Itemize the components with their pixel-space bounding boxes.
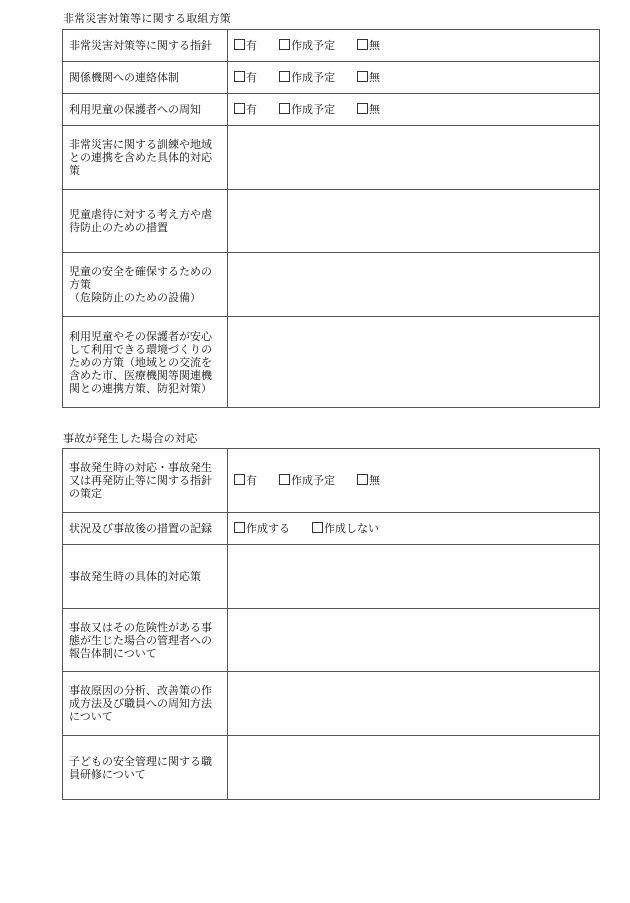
options-cell <box>228 62 600 94</box>
row-label: 児童の安全を確保するための 方策 （危険防止のための設備） <box>63 253 228 317</box>
answer-field[interactable] <box>228 609 600 672</box>
checkbox-icon[interactable] <box>357 474 368 485</box>
checkbox-option[interactable]: 有 <box>234 39 257 52</box>
table-row <box>63 513 600 545</box>
options-cell <box>228 30 600 62</box>
table-row <box>63 253 600 317</box>
checkbox-icon[interactable] <box>234 103 245 114</box>
accident-response-table <box>62 448 600 800</box>
checkbox-option[interactable]: 有 <box>234 474 257 487</box>
options-cell <box>228 513 600 545</box>
table-row <box>63 30 600 62</box>
checkbox-icon[interactable] <box>357 103 368 114</box>
table-row <box>63 672 600 736</box>
row-label: 事故又はその危険性がある事 態が生じた場合の管理者への 報告体制について <box>63 609 228 672</box>
checkbox-icon[interactable] <box>357 71 368 82</box>
table-row <box>63 609 600 672</box>
checkbox-icon[interactable] <box>312 522 323 533</box>
section-title-accident: 事故が発生した場合の対応 <box>63 432 198 445</box>
options-cell <box>228 94 600 126</box>
table-row <box>63 449 600 513</box>
table-row <box>63 62 600 94</box>
answer-field[interactable] <box>228 672 600 736</box>
checkbox-option[interactable]: 作成予定 <box>279 103 335 116</box>
checkbox-option[interactable]: 無 <box>357 39 380 52</box>
row-label: 子どもの安全管理に関する職 員研修について <box>63 736 228 800</box>
checkbox-option[interactable]: 作成予定 <box>279 71 335 84</box>
checkbox-icon[interactable] <box>357 39 368 50</box>
checkbox-icon[interactable] <box>279 103 290 114</box>
disaster-measures-table <box>62 29 600 408</box>
checkbox-option[interactable]: 有 <box>234 71 257 84</box>
table-row <box>63 317 600 408</box>
answer-field[interactable] <box>228 253 600 317</box>
row-label: 非常災害に関する訓練や地域 との連携を含めた具体的対応 策 <box>63 126 228 190</box>
checkbox-option[interactable]: 作成しない <box>312 522 379 535</box>
row-label: 関係機関への連絡体制 <box>63 62 228 94</box>
row-label: 児童虐待に対する考え方や虐 待防止のための措置 <box>63 190 228 253</box>
checkbox-icon[interactable] <box>234 71 245 82</box>
table-row <box>63 94 600 126</box>
answer-field[interactable] <box>228 736 600 800</box>
checkbox-icon[interactable] <box>279 71 290 82</box>
section-title-disaster: 非常災害対策等に関する取組方策 <box>63 12 231 25</box>
checkbox-option[interactable]: 無 <box>357 103 380 116</box>
checkbox-option[interactable]: 無 <box>357 71 380 84</box>
row-label: 状況及び事故後の措置の記録 <box>63 513 228 545</box>
checkbox-option[interactable]: 作成する <box>234 522 290 535</box>
checkbox-option[interactable]: 無 <box>357 474 380 487</box>
checkbox-option[interactable]: 作成予定 <box>279 39 335 52</box>
table-row <box>63 190 600 253</box>
answer-field[interactable] <box>228 126 600 190</box>
checkbox-icon[interactable] <box>234 474 245 485</box>
row-label: 利用児童の保護者への周知 <box>63 94 228 126</box>
checkbox-icon[interactable] <box>234 522 245 533</box>
row-label: 事故発生時の対応・事故発生 又は再発防止等に関する指針 の策定 <box>63 449 228 513</box>
answer-field[interactable] <box>228 317 600 408</box>
answer-field[interactable] <box>228 545 600 609</box>
checkbox-icon[interactable] <box>279 39 290 50</box>
row-label: 事故発生時の具体的対応策 <box>63 545 228 609</box>
checkbox-icon[interactable] <box>234 39 245 50</box>
row-label: 非常災害対策等に関する指針 <box>63 30 228 62</box>
checkbox-option[interactable]: 有 <box>234 103 257 116</box>
checkbox-option[interactable]: 作成予定 <box>279 474 335 487</box>
row-label: 事故原因の分析、改善策の作 成方法及び職員への周知方法 について <box>63 672 228 736</box>
options-cell <box>228 449 600 513</box>
table-row <box>63 545 600 609</box>
table-row <box>63 126 600 190</box>
row-label: 利用児童やその保護者が安心 して利用できる環境づくりの ための方策（地域との交流を 含めた市、医療機関等関連機 関との連携方策、防犯対策） <box>63 317 228 408</box>
table-row <box>63 736 600 800</box>
answer-field[interactable] <box>228 190 600 253</box>
checkbox-icon[interactable] <box>279 474 290 485</box>
